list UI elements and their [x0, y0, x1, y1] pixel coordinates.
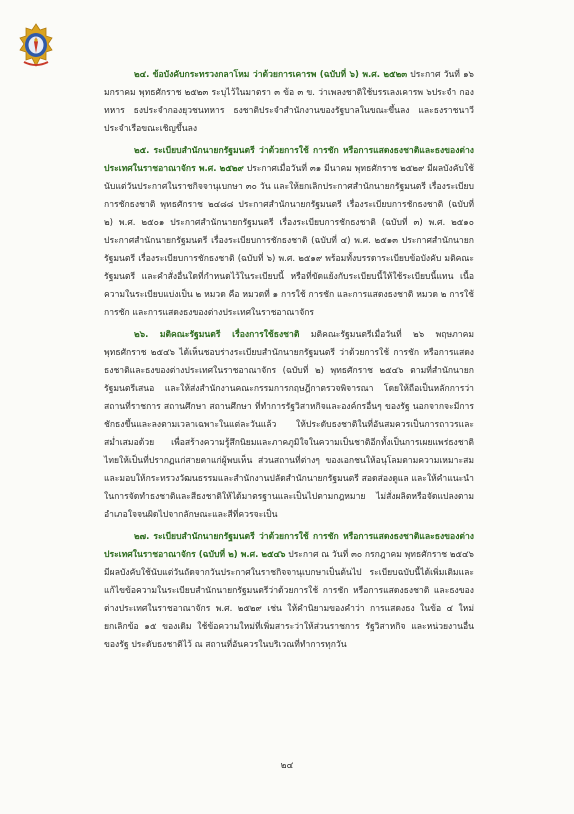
page-number: ๒๔: [280, 761, 294, 771]
section-26: [104, 326, 474, 524]
section-27: [104, 528, 474, 654]
section-text: ประกาศ วันที่ ๑๖ มกราคม พุทธศักราช ๒๕๒๓ ระบุไว้ในมาตรา ๓ ข้อ ๓ ข. ว่าเพลงชาติใช้บรรเลงเคารพ ๖ประจำ กองทหาร ธงประจำกองยุวชนทหาร ธงชาติประจำสำนักงานของรัฐบาลในขณะขึ้นลง และธงราชนาวีประจำเรือขณะเชิญขึ้นลง: [104, 70, 474, 134]
section-heading: ระเบียบสำนักนายกรัฐมนตรี ว่าด้วยการใช้ การชัก หรือการแสดงธงชาติและธงของต่างประเทศในราชอาณาจักร (ฉบับที่ ๒) พ.ศ. ๒๕๔๖: [104, 532, 474, 560]
section-25: [104, 142, 474, 322]
section-text: มติคณะรัฐมนตรีเมื่อวันที่ ๒๖ พฤษภาคม พุทธศักราช ๒๕๔๖ ได้เห็นชอบร่างระเบียบสำนักนายกรัฐมนตรี ว่าด้วยการใช้ การชัก หรือการแสดงธงชาติและธงของต่างประเทศในราชอาณาจักร (ฉบับที่ ๒) พุทธศักราช ๒๕๔๖ ตามที่สำนักนายกรัฐมนตรีเสนอ และให้ส่งสำนักงานคณะกรรมการกฤษฎีกาตรวจพิจารณา โดยให้ถือเป็นหลักการว่าสถานที่ราชการ สถานศึกษา สถานศึกษา ที่ทำการรัฐวิสาหกิจและองค์กรอื่นๆ ของรัฐ นอกจากจะมีการชักธงขึ้นและลงตามเวลาเฉพาะในแต่ละวันแล้ว ให้ประดับธงชาติในที่อันสมควรเป็นการถาวรและสม่ำเสมอด้วย เพื่อสร้างความรู้สึกนิยมและภาคภูมิใจในความเป็นชาติอีกทั้งเป็นการเผยแพร่ธงชาติไทยให้เป็นที่ปรากฏแก่สายตาแก่ผู้พบเห็น ส่วนสถานที่ต่างๆ ของเอกชนให้อนุโลมตามความเหมาะสมและมอบให้กระทรวงวัฒนธรรมและสำนักงานปลัดสำนักนายกรัฐมนตรี สอดส่องดูแล และให้คำแนะนำในการจัดทำธงชาติและสีธงชาติให้ได้มาตรฐานและเป็นไปตามกฎหมาย ไม่สั่งผลิตหรือจัดแปลงตามอำเภอใจจนผิดไปจากลักษณะและสีที่ควรจะเป็น: [104, 330, 475, 520]
royal-emblem-logo: [16, 22, 56, 68]
section-heading: ระเบียบสำนักนายกรัฐมนตรี ว่าด้วยการใช้ การชัก หรือการแสดงธงชาติและธงของต่างประเทศในราชอาณาจักร พ.ศ. ๒๕๒๙: [104, 146, 475, 174]
section-number: ๒๖.: [134, 330, 149, 340]
section-number: ๒๕.: [134, 146, 150, 156]
section-text: ประกาศเมื่อวันที่ ๓๑ มีนาคม พุทธศักราช ๒๕๒๙ มีผลบังคับใช้นับแต่วันประกาศในราชกิจจานุเบกษา ๓๐ วัน และให้ยกเลิกประกาศสำนักนายกรัฐมนตรี เรื่องระเบียบการชักธงชาติ พุทธศักราช ๒๔๘๘ ประกาศสำนักนายกรัฐมนตรี เรื่องระเบียบการชักธงชาติ (ฉบับที่ ๒) พ.ศ. ๒๕๐๑ ประกาศสำนักนายกรัฐมนตรี เรื่องระเบียบการชักธงชาติ (ฉบับที่ ๓) พ.ศ. ๒๕๑๐ ประกาศสำนักนายกรัฐมนตรี เรื่องระเบียบการชักธงชาติ (ฉบับที่ ๔) พ.ศ. ๒๕๑๓ ประกาศสำนักนายกรัฐมนตรี เรื่องระเบียบการชักธงชาติ (ฉบับที่ ๖) พ.ศ. ๒๕๑๙ พร้อมทั้งบรรดาระเบียบข้อบังคับ มติคณะรัฐมนตรี และคำสั่งอื่นใดที่กำหนดไว้ในระเบียบนี้ หรือที่ขัดแย้งกับระเบียบนี้ให้ใช้ระเบียบนี้แทน เนื้อความในระเบียบแบ่งเป็น ๒ หมวด คือ หมวดที่ ๑ การใช้ การชัก และการแสดงธงชาติ หมวด ๒ การใช้ การชัก และการแสดงธงของต่างประเทศในราชอาณาจักร: [104, 164, 474, 318]
section-text: ประกาศ ณ วันที่ ๓๐ กรกฎาคม พุทธศักราช ๒๕๔๖ มีผลบังคับใช้นับแต่วันถัดจากวันประกาศในราชกิจจานุเบกษาเป็นต้นไป ระเบียบฉบับนี้ได้เพิ่มเติมและแก้ไขข้อความในระเบียบสำนักนายกรัฐมนตรีว่าด้วยการใช้ การชัก หรือการแสดงธงชาติ และธงของต่างประเทศในราชอาณาจักร พ.ศ. ๒๕๒๙ เช่น ให้คำนิยามของคำว่า การแสดงธง ในข้อ ๔ ใหม่ ยกเลิกข้อ ๑๕ ของเดิม ใช้ข้อความใหม่ที่เพิ่มสาระว่าให้ส่วนราชการ รัฐวิสาหกิจ และหน่วยงานอื่นของรัฐ ประดับธงชาติไว้ ณ สถานที่อันควรในบริเวณที่ทำการทุกวัน: [104, 550, 475, 650]
section-heading: มติคณะรัฐมนตรี เรื่องการใช้ธงชาติ: [159, 330, 300, 340]
section-24: [104, 66, 474, 138]
section-heading: ข้อบังคับกระทรวงกลาโหม ว่าด้วยการเคารพ (ฉบับที่ ๖) พ.ศ. ๒๕๒๓: [152, 70, 408, 80]
section-number: ๒๔.: [134, 70, 150, 80]
section-number: ๒๗.: [134, 532, 150, 542]
document-body: [104, 66, 474, 658]
